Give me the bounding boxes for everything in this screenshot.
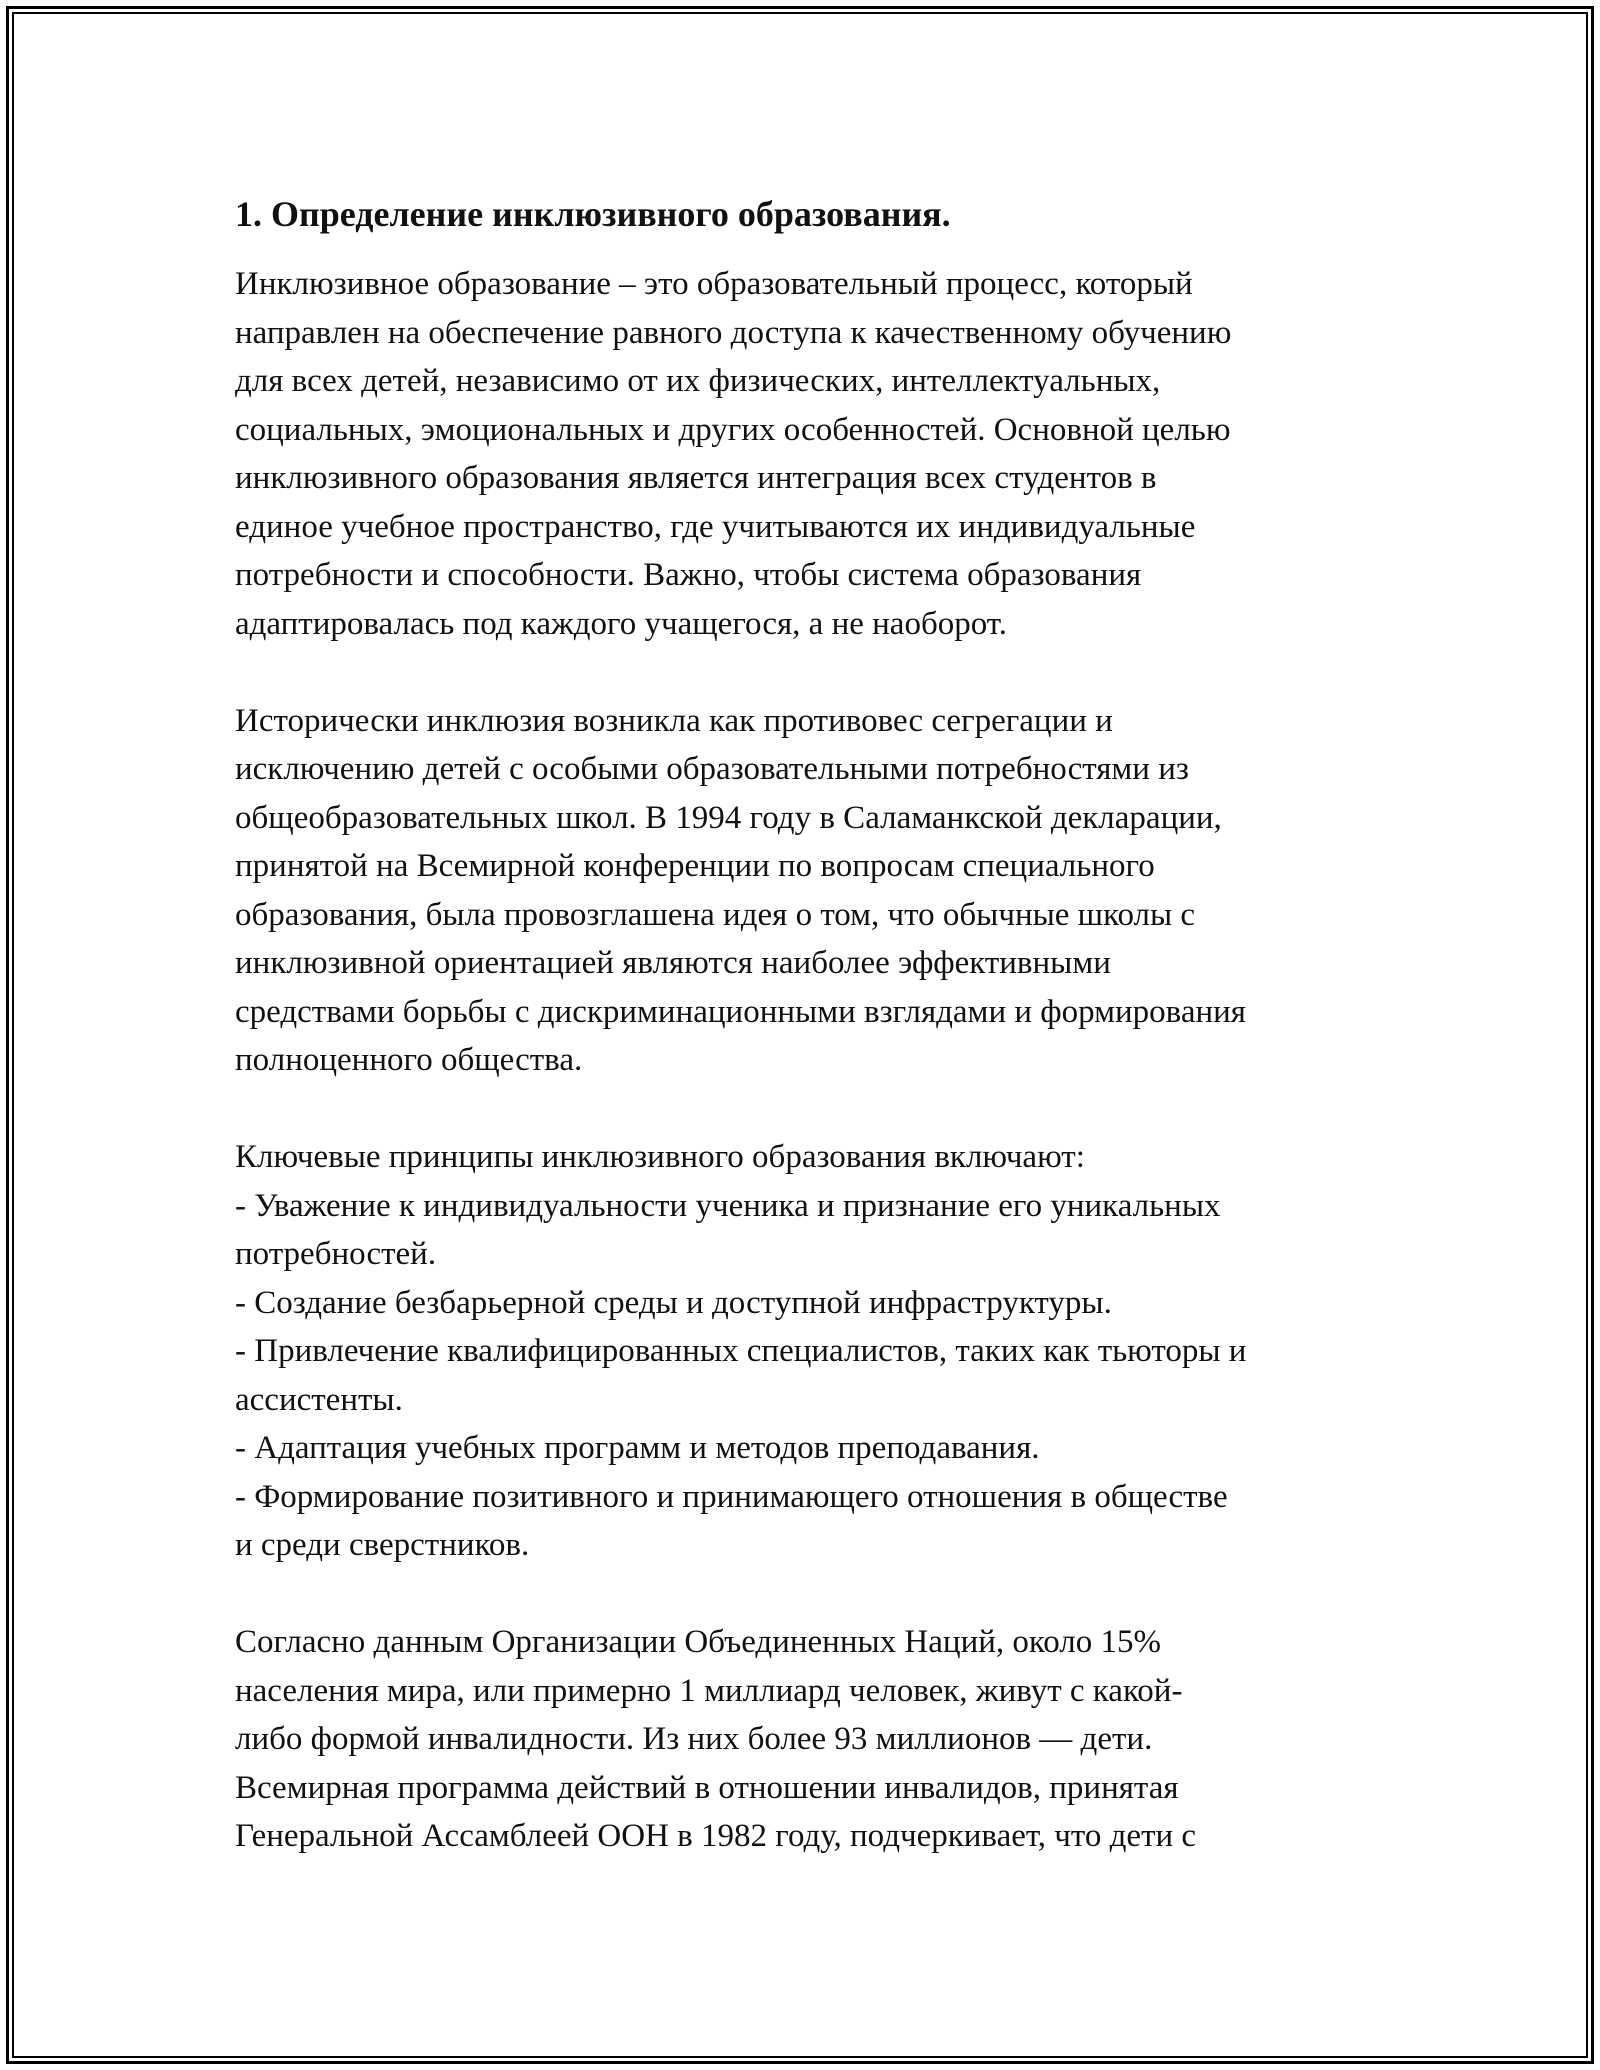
text-line: принятой на Всемирной конференции по вопросам специального	[235, 848, 1155, 884]
list-item-continuation: ассистенты.	[235, 1381, 403, 1418]
paragraph-spacer	[235, 1570, 1375, 1619]
document-body	[235, 186, 1375, 1861]
text-line: образования, была провозглашена идея о том, что обычные школы с	[235, 896, 1196, 933]
text-line: либо формой инвалидности. Из них более 93 миллионов — дети.	[235, 1721, 1153, 1757]
paragraph-definition	[235, 260, 1375, 648]
text-line: Генеральной Ассамблеей ООН в 1982 году, подчеркивает, что дети с	[235, 1818, 1197, 1854]
text-line: инклюзивного образования является интеграция всех студентов в	[235, 460, 1157, 496]
text-line: инклюзивной ориентацией являются наиболее эффективными	[235, 945, 1111, 981]
list-item: - Формирование позитивного и принимающего отношения в обществе	[235, 1478, 1228, 1515]
paragraph-statistics	[235, 1618, 1375, 1861]
paragraph-principles	[235, 1133, 1375, 1570]
text-line: направлен на обеспечение равного доступа к качественному обучению	[235, 314, 1232, 351]
list-item: - Уважение к индивидуальности ученика и признание его уникальных	[235, 1187, 1221, 1224]
list-item: - Создание безбарьерной среды и доступной инфраструктуры.	[235, 1284, 1112, 1321]
text-line: социальных, эмоциональных и других особенностей. Основной целью	[235, 411, 1231, 448]
text-line: общеобразовательных школ. В 1994 году в Саламанкской декларации,	[235, 799, 1222, 836]
list-item: - Адаптация учебных программ и методов преподавания.	[235, 1430, 1040, 1466]
list-item: - Привлечение квалифицированных специалистов, таких как тьюторы и	[235, 1333, 1247, 1369]
text-line: полноценного общества.	[235, 1042, 583, 1078]
text-line: Всемирная программа действий в отношении инвалидов, принятая	[235, 1769, 1179, 1806]
text-line: единое учебное пространство, где учитываются их индивидуальные	[235, 508, 1196, 545]
section-heading: 1. Определение инклюзивного образования.	[235, 194, 951, 234]
text-line: исключению детей с особыми образовательными потребностями из	[235, 751, 1189, 787]
text-line: Инклюзивное образование – это образовательный процесс, который	[235, 266, 1193, 302]
text-line: для всех детей, независимо от их физических, интеллектуальных,	[235, 363, 1161, 399]
text-line: населения мира, или примерно 1 миллиард человек, живут с какой-	[235, 1672, 1183, 1709]
text-line: адаптировалась под каждого учащегося, а не наоборот.	[235, 605, 1007, 642]
principles-intro: Ключевые принципы инклюзивного образования включают:	[235, 1139, 1085, 1175]
text-line: потребности и способности. Важно, чтобы система образования	[235, 557, 1142, 593]
paragraph-spacer	[235, 648, 1375, 697]
paragraph-spacer	[235, 1085, 1375, 1134]
text-line: Согласно данным Организации Объединенных Наций, около 15%	[235, 1624, 1162, 1660]
paragraph-history	[235, 697, 1375, 1085]
text-line: Исторически инклюзия возникла как противовес сегрегации и	[235, 702, 1113, 739]
list-item-continuation: и среди сверстников.	[235, 1527, 530, 1563]
text-line: средствами борьбы с дискриминационными взглядами и формирования	[235, 993, 1246, 1030]
list-item-continuation: потребностей.	[235, 1236, 437, 1272]
